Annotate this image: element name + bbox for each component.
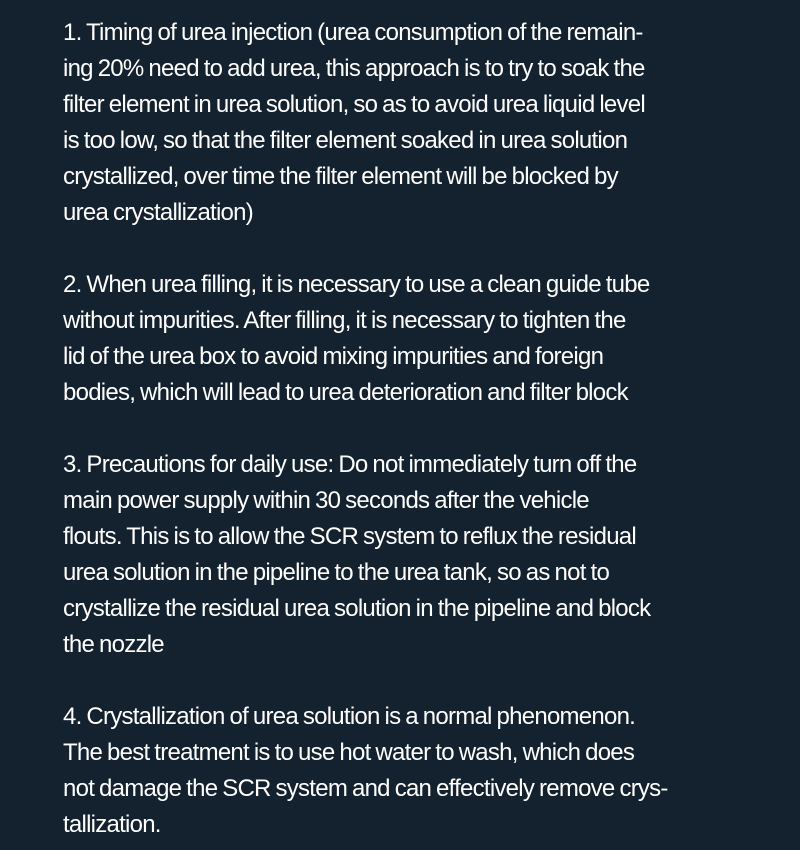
note-3-line: flouts. This is to allow the SCR system to reflux the residual [63,523,636,550]
note-4-line: 4. Crystallization of urea solution is a normal phenomenon. [63,703,636,730]
note-1-line: filter element in urea solution, so as to avoid urea liquid level [63,91,645,118]
note-3-line: the nozzle [63,631,164,658]
note-3-line: main power supply within 30 seconds after the vehicle [63,487,589,514]
note-2-line: without impurities. After filling, it is necessary to tighten the [63,307,626,334]
note-4-line: tallization. [63,811,161,838]
note-4-paragraph [63,699,743,843]
note-1-line: is too low, so that the filter element soaked in urea solution [63,127,628,154]
note-3-line: urea solution in the pipeline to the urea tank, so as not to [63,559,610,586]
note-1-line: 1. Timing of urea injection (urea consumption of the remain- [63,19,643,46]
note-1-line: urea crystallization) [63,199,253,226]
note-2-paragraph [63,267,743,411]
note-1-paragraph [63,15,743,231]
note-2-line: bodies, which will lead to urea deterioration and filter block [63,379,628,406]
note-4-line: not damage the SCR system and can effectively remove crys- [63,775,668,802]
note-1-line: crystallized, over time the filter element will be blocked by [63,163,618,190]
note-2-line: lid of the urea box to avoid mixing impurities and foreign [63,343,604,370]
note-4-line: The best treatment is to use hot water to wash, which does [63,739,635,766]
note-1-line: ing 20% need to add urea, this approach is to try to soak the [63,55,645,82]
note-2-line: 2. When urea filling, it is necessary to use a clean guide tube [63,271,650,298]
note-3-paragraph [63,447,743,663]
note-3-line: 3. Precautions for daily use: Do not immediately turn off the [63,451,637,478]
note-3-line: crystallize the residual urea solution in the pipeline and block [63,595,651,622]
